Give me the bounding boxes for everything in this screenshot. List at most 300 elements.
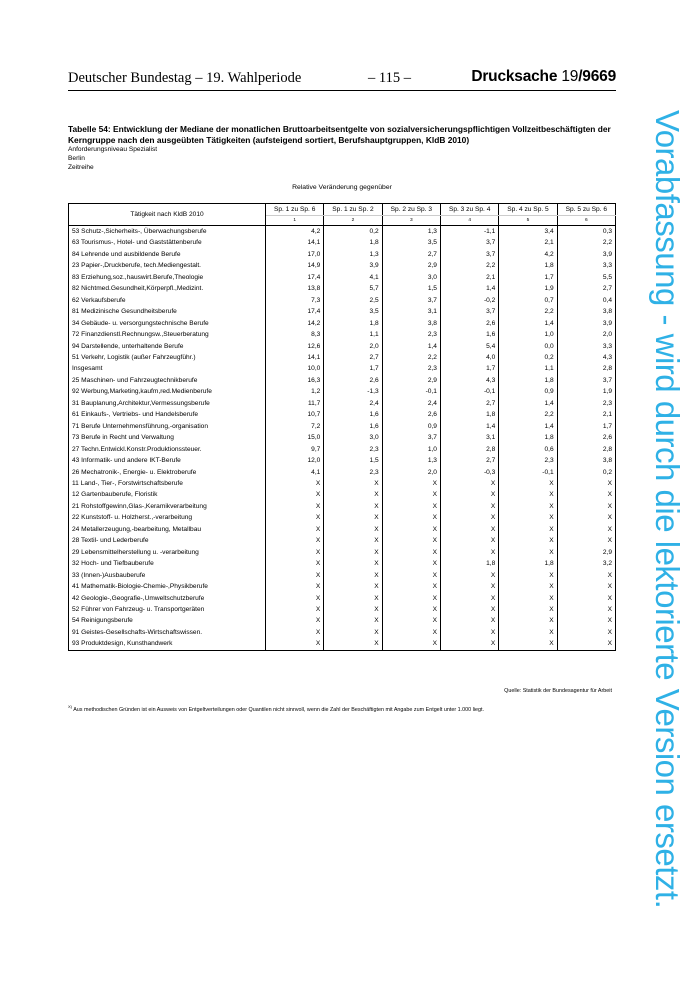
row-value-col-6: 2,1 xyxy=(557,409,615,420)
row-label: 92 Werbung,Marketing,kaufm,red.Medienberufe xyxy=(69,386,266,397)
row-value-col-5: 1,0 xyxy=(499,329,557,340)
row-value-col-2: 3,0 xyxy=(324,432,382,443)
row-value-col-6: 4,3 xyxy=(557,352,615,363)
row-value-col-5: -0,1 xyxy=(499,467,557,478)
row-value-col-6: 3,8 xyxy=(557,455,615,466)
row-value-col-1: X xyxy=(266,615,324,626)
row-value-col-5: 1,4 xyxy=(499,421,557,432)
row-value-col-3: X xyxy=(382,478,440,489)
row-value-col-4: 5,4 xyxy=(440,341,498,352)
row-value-col-6: 2,0 xyxy=(557,329,615,340)
draft-watermark xyxy=(648,110,688,910)
row-value-col-1: X xyxy=(266,501,324,512)
row-value-col-4: 2,8 xyxy=(440,444,498,455)
row-value-col-2: 1,1 xyxy=(324,329,382,340)
row-value-col-2: 1,8 xyxy=(324,237,382,248)
row-value-col-3: 3,7 xyxy=(382,432,440,443)
table-row xyxy=(69,260,616,271)
row-value-col-2: 2,0 xyxy=(324,341,382,352)
table-row xyxy=(69,295,616,306)
row-label: 94 Darstellende, unterhaltende Berufe xyxy=(69,341,266,352)
row-label: 31 Bauplanung,Architektur,Vermessungsberufe xyxy=(69,398,266,409)
row-value-col-2: 4,1 xyxy=(324,272,382,283)
table-row xyxy=(69,318,616,329)
table-row xyxy=(69,398,616,409)
row-value-col-6: 0,3 xyxy=(557,226,615,238)
row-value-col-3: X xyxy=(382,489,440,500)
row-label: 91 Geistes-Gesellschafts-Wirtschaftswissen. xyxy=(69,627,266,638)
row-value-col-5: X xyxy=(499,570,557,581)
row-value-col-2: 0,2 xyxy=(324,226,382,238)
table-row xyxy=(69,329,616,340)
row-value-col-5: X xyxy=(499,627,557,638)
row-value-col-4: X xyxy=(440,512,498,523)
row-value-col-2: X xyxy=(324,604,382,615)
column-number-4: 4 xyxy=(440,216,498,226)
row-value-col-1: X xyxy=(266,524,324,535)
row-value-col-3: X xyxy=(382,524,440,535)
row-label: 12 Gartenbauberufe, Floristik xyxy=(69,489,266,500)
row-label: 53 Schutz-,Sicherheits-, Überwachungsberufe xyxy=(69,226,266,238)
row-value-col-3: 2,7 xyxy=(382,249,440,260)
row-value-col-5: 2,2 xyxy=(499,306,557,317)
column-header-1: Sp. 1 zu Sp. 6 xyxy=(266,204,324,216)
row-value-col-2: X xyxy=(324,535,382,546)
footnote-marker: X) xyxy=(68,704,72,709)
row-value-col-4: X xyxy=(440,604,498,615)
row-value-col-2: X xyxy=(324,581,382,592)
row-value-col-3: X xyxy=(382,501,440,512)
row-value-col-4: 1,4 xyxy=(440,421,498,432)
table-row xyxy=(69,237,616,248)
row-value-col-1: X xyxy=(266,547,324,558)
row-value-col-2: 1,6 xyxy=(324,421,382,432)
row-value-col-3: 1,5 xyxy=(382,283,440,294)
row-value-col-6: 2,8 xyxy=(557,363,615,374)
table-title: Tabelle 54: Entwicklung der Mediane der monatlichen Bruttoarbeitsentgelte von sozialversicherungspflichtigen Vollzeitbeschäftigten der Kerngruppe nach den ausgeübten Tätigkeiten (aufsteigend sortiert, Berufshauptgruppen, KldB 2010) xyxy=(68,124,611,145)
row-value-col-1: X xyxy=(266,581,324,592)
row-value-col-1: X xyxy=(266,627,324,638)
row-value-col-4: X xyxy=(440,501,498,512)
row-value-col-4: 1,7 xyxy=(440,363,498,374)
row-label: 82 Nichtmed.Gesundheit,Körperpfl.,Medizint. xyxy=(69,283,266,294)
row-label: 73 Berufe in Recht und Verwaltung xyxy=(69,432,266,443)
row-value-col-4: X xyxy=(440,615,498,626)
row-value-col-3: X xyxy=(382,604,440,615)
row-value-col-3: 2,4 xyxy=(382,398,440,409)
row-value-col-5: 0,9 xyxy=(499,386,557,397)
header-doc-num2: /9669 xyxy=(578,68,616,85)
column-number-1: 1 xyxy=(266,216,324,226)
column-number-6: 6 xyxy=(557,216,615,226)
row-label: 32 Hoch- und Tiefbauberufe xyxy=(69,558,266,569)
table-row xyxy=(69,432,616,443)
row-label: 54 Reinigungsberufe xyxy=(69,615,266,626)
row-label: 22 Kunststoff- u. Holzherst.,-verarbeitung xyxy=(69,512,266,523)
meta-region: Berlin xyxy=(68,155,85,163)
meta-series: Zeitreihe xyxy=(68,164,94,172)
table-row xyxy=(69,386,616,397)
data-table xyxy=(68,203,616,651)
row-value-col-2: 1,7 xyxy=(324,363,382,374)
row-label: 71 Berufe Unternehmensführung,-organisation xyxy=(69,421,266,432)
row-value-col-2: 3,5 xyxy=(324,306,382,317)
row-value-col-2: X xyxy=(324,627,382,638)
row-label: 34 Gebäude- u. versorgungstechnische Berufe xyxy=(69,318,266,329)
row-value-col-4: 4,3 xyxy=(440,375,498,386)
row-value-col-3: 1,3 xyxy=(382,226,440,238)
header-publication: Deutscher Bundestag – 19. Wahlperiode xyxy=(68,70,302,86)
row-value-col-5: 1,7 xyxy=(499,272,557,283)
row-value-col-1: 14,2 xyxy=(266,318,324,329)
row-label: 42 Geologie-,Geografie-,Umweltschutzberufe xyxy=(69,593,266,604)
row-value-col-6: X xyxy=(557,489,615,500)
row-value-col-2: X xyxy=(324,478,382,489)
row-value-col-2: 1,5 xyxy=(324,455,382,466)
row-label: 11 Land-, Tier-, Forstwirtschaftsberufe xyxy=(69,478,266,489)
row-value-col-5: X xyxy=(499,638,557,650)
row-value-col-3: X xyxy=(382,512,440,523)
table-row xyxy=(69,535,616,546)
page-header xyxy=(68,68,616,91)
table-row xyxy=(69,444,616,455)
row-value-col-3: X xyxy=(382,547,440,558)
row-value-col-5: X xyxy=(499,512,557,523)
row-label: 51 Verkehr, Logistik (außer Fahrzeugführ.) xyxy=(69,352,266,363)
row-label: 61 Einkaufs-, Vertriebs- und Handelsberufe xyxy=(69,409,266,420)
row-value-col-5: 1,9 xyxy=(499,283,557,294)
watermark-text: Vorabfassung - wird durch die lektorierte Version ersetzt. xyxy=(649,110,686,909)
row-value-col-5: X xyxy=(499,489,557,500)
row-value-col-2: 2,4 xyxy=(324,398,382,409)
row-value-col-5: 1,8 xyxy=(499,375,557,386)
row-value-col-2: 5,7 xyxy=(324,283,382,294)
column-header-4: Sp. 3 zu Sp. 4 xyxy=(440,204,498,216)
footnote-text: Aus methodischen Gründen ist ein Ausweis von Entgeltverteilungen oder Quantilen nicht sinnvoll, wenn die Zahl der Beschäftigten mit Angabe zum Entgelt unter 1.000 liegt. xyxy=(73,706,485,713)
row-value-col-6: X xyxy=(557,535,615,546)
table-row xyxy=(69,638,616,650)
table-row xyxy=(69,615,616,626)
table-row xyxy=(69,489,616,500)
column-header-5: Sp. 4 zu Sp. 5 xyxy=(499,204,557,216)
row-value-col-4: 1,8 xyxy=(440,558,498,569)
table-body xyxy=(69,226,616,651)
row-value-col-6: 2,9 xyxy=(557,547,615,558)
table-row xyxy=(69,363,616,374)
row-value-col-3: 2,3 xyxy=(382,363,440,374)
row-value-col-3: 2,3 xyxy=(382,329,440,340)
row-value-col-6: X xyxy=(557,638,615,650)
row-value-col-3: X xyxy=(382,638,440,650)
row-value-col-5: 2,3 xyxy=(499,455,557,466)
row-value-col-5: 2,2 xyxy=(499,409,557,420)
row-value-col-4: X xyxy=(440,581,498,592)
table-header-row xyxy=(69,204,616,216)
row-value-col-6: 0,4 xyxy=(557,295,615,306)
row-value-col-5: X xyxy=(499,604,557,615)
row-value-col-1: X xyxy=(266,570,324,581)
row-value-col-1: 10,7 xyxy=(266,409,324,420)
row-value-col-1: 4,1 xyxy=(266,467,324,478)
row-value-col-4: X xyxy=(440,547,498,558)
row-value-col-4: 3,1 xyxy=(440,432,498,443)
row-value-col-1: 12,0 xyxy=(266,455,324,466)
row-value-col-6: X xyxy=(557,615,615,626)
row-value-col-6: X xyxy=(557,593,615,604)
header-document-number xyxy=(471,68,616,86)
row-value-col-2: X xyxy=(324,593,382,604)
table-row xyxy=(69,455,616,466)
row-value-col-6: X xyxy=(557,478,615,489)
table-row xyxy=(69,547,616,558)
row-label: 24 Metallerzeugung,-bearbeitung, Metallbau xyxy=(69,524,266,535)
table-source: Quelle: Statistik der Bundesagentur für Arbeit xyxy=(504,688,612,694)
row-value-col-6: 2,6 xyxy=(557,432,615,443)
row-value-col-3: 0,9 xyxy=(382,421,440,432)
row-value-col-1: 4,2 xyxy=(266,226,324,238)
table-row xyxy=(69,627,616,638)
table-row xyxy=(69,341,616,352)
row-label: 27 Techn.Entwickl.Konstr.Produktionssteuer. xyxy=(69,444,266,455)
column-header-activity: Tätigkeit nach KldB 2010 xyxy=(69,204,266,226)
row-value-col-6: 3,7 xyxy=(557,375,615,386)
row-value-col-6: 5,5 xyxy=(557,272,615,283)
row-label: 63 Tourismus-, Hotel- und Gaststättenberufe xyxy=(69,237,266,248)
row-value-col-2: 2,7 xyxy=(324,352,382,363)
column-number-3: 3 xyxy=(382,216,440,226)
table-row xyxy=(69,558,616,569)
row-value-col-2: 2,3 xyxy=(324,444,382,455)
table-caption xyxy=(68,124,623,172)
table-row xyxy=(69,512,616,523)
table-row xyxy=(69,501,616,512)
row-value-col-2: X xyxy=(324,489,382,500)
row-value-col-3: 1,4 xyxy=(382,341,440,352)
row-label: 33 (Innen-)Ausbauberufe xyxy=(69,570,266,581)
row-value-col-3: 3,7 xyxy=(382,295,440,306)
row-label: 26 Mechatronik-, Energie- u. Elektroberufe xyxy=(69,467,266,478)
row-value-col-5: 1,1 xyxy=(499,363,557,374)
row-value-col-3: 3,5 xyxy=(382,237,440,248)
table-row xyxy=(69,249,616,260)
row-value-col-4: X xyxy=(440,627,498,638)
column-number-2: 2 xyxy=(324,216,382,226)
table-row xyxy=(69,352,616,363)
table-subheading: Relative Veränderung gegenüber xyxy=(292,184,392,191)
row-value-col-1: 13,8 xyxy=(266,283,324,294)
row-value-col-1: 7,3 xyxy=(266,295,324,306)
row-value-col-1: 15,0 xyxy=(266,432,324,443)
row-value-col-5: X xyxy=(499,501,557,512)
row-value-col-4: X xyxy=(440,478,498,489)
row-value-col-3: 2,2 xyxy=(382,352,440,363)
row-value-col-2: X xyxy=(324,638,382,650)
row-value-col-6: X xyxy=(557,604,615,615)
row-value-col-1: 10,0 xyxy=(266,363,324,374)
row-value-col-3: X xyxy=(382,581,440,592)
row-value-col-5: 0,6 xyxy=(499,444,557,455)
row-value-col-5: X xyxy=(499,478,557,489)
row-value-col-4: X xyxy=(440,638,498,650)
row-value-col-5: X xyxy=(499,615,557,626)
row-value-col-6: X xyxy=(557,524,615,535)
row-value-col-5: X xyxy=(499,593,557,604)
row-label: 28 Textil- und Lederberufe xyxy=(69,535,266,546)
row-value-col-2: 3,9 xyxy=(324,260,382,271)
table-row xyxy=(69,581,616,592)
row-value-col-5: 1,8 xyxy=(499,432,557,443)
row-value-col-4: X xyxy=(440,524,498,535)
row-value-col-6: 3,9 xyxy=(557,249,615,260)
row-value-col-1: 11,7 xyxy=(266,398,324,409)
row-value-col-5: 4,2 xyxy=(499,249,557,260)
table-row xyxy=(69,375,616,386)
row-value-col-3: 2,0 xyxy=(382,467,440,478)
row-value-col-1: 17,4 xyxy=(266,272,324,283)
table-row xyxy=(69,524,616,535)
row-value-col-4: -0,2 xyxy=(440,295,498,306)
row-label: 29 Lebensmittelherstellung u. -verarbeitung xyxy=(69,547,266,558)
row-value-col-3: X xyxy=(382,558,440,569)
row-value-col-6: 2,3 xyxy=(557,398,615,409)
column-number-5: 5 xyxy=(499,216,557,226)
row-label: 41 Mathematik-Biologie-Chemie-,Physikberufe xyxy=(69,581,266,592)
row-value-col-1: X xyxy=(266,638,324,650)
row-value-col-1: 17,0 xyxy=(266,249,324,260)
row-value-col-4: 1,6 xyxy=(440,329,498,340)
row-value-col-2: 2,5 xyxy=(324,295,382,306)
row-value-col-4: 2,2 xyxy=(440,260,498,271)
row-value-col-3: 1,0 xyxy=(382,444,440,455)
row-value-col-1: X xyxy=(266,593,324,604)
row-value-col-3: 3,0 xyxy=(382,272,440,283)
row-value-col-1: X xyxy=(266,512,324,523)
row-value-col-2: X xyxy=(324,570,382,581)
column-header-3: Sp. 2 zu Sp. 3 xyxy=(382,204,440,216)
row-label: 81 Medizinische Gesundheitsberufe xyxy=(69,306,266,317)
header-doc-word: Drucksache xyxy=(471,68,558,85)
row-value-col-4: 1,4 xyxy=(440,283,498,294)
row-value-col-5: 0,0 xyxy=(499,341,557,352)
header-page-number: – 115 – xyxy=(368,70,411,86)
row-value-col-6: 2,7 xyxy=(557,283,615,294)
table-row xyxy=(69,283,616,294)
row-value-col-1: 16,3 xyxy=(266,375,324,386)
table-row xyxy=(69,467,616,478)
table-row xyxy=(69,478,616,489)
row-value-col-2: 1,8 xyxy=(324,318,382,329)
row-value-col-6: 3,3 xyxy=(557,260,615,271)
row-value-col-1: 9,7 xyxy=(266,444,324,455)
row-label: 93 Produktdesign, Kunsthandwerk xyxy=(69,638,266,650)
row-value-col-4: 3,7 xyxy=(440,237,498,248)
row-value-col-4: 1,8 xyxy=(440,409,498,420)
row-value-col-5: X xyxy=(499,535,557,546)
row-value-col-6: 3,8 xyxy=(557,306,615,317)
row-value-col-2: X xyxy=(324,524,382,535)
row-value-col-1: 14,9 xyxy=(266,260,324,271)
row-label: 43 Informatik- und andere IKT-Berufe xyxy=(69,455,266,466)
row-value-col-3: -0,1 xyxy=(382,386,440,397)
row-value-col-4: 2,1 xyxy=(440,272,498,283)
row-value-col-1: 12,6 xyxy=(266,341,324,352)
row-value-col-6: 3,2 xyxy=(557,558,615,569)
row-value-col-6: 1,7 xyxy=(557,421,615,432)
row-value-col-2: 1,6 xyxy=(324,409,382,420)
row-value-col-4: X xyxy=(440,535,498,546)
row-label: 25 Maschinen- und Fahrzeugtechnikberufe xyxy=(69,375,266,386)
row-value-col-6: X xyxy=(557,512,615,523)
row-value-col-1: 1,2 xyxy=(266,386,324,397)
row-value-col-3: 2,6 xyxy=(382,409,440,420)
row-value-col-4: -0,1 xyxy=(440,386,498,397)
row-value-col-4: 2,6 xyxy=(440,318,498,329)
row-value-col-5: X xyxy=(499,524,557,535)
column-header-6: Sp. 5 zu Sp. 6 xyxy=(557,204,615,216)
row-value-col-1: 8,3 xyxy=(266,329,324,340)
row-value-col-5: 1,8 xyxy=(499,558,557,569)
meta-requirement-level: Anforderungsniveau Spezialist xyxy=(68,146,158,154)
table-row xyxy=(69,421,616,432)
row-value-col-4: 2,7 xyxy=(440,455,498,466)
row-label: 83 Erziehung,soz.,hauswirt.Berufe,Theologie xyxy=(69,272,266,283)
row-label: 52 Führer von Fahrzeug- u. Transportgeräten xyxy=(69,604,266,615)
row-value-col-3: 2,9 xyxy=(382,375,440,386)
row-label: 62 Verkaufsberufe xyxy=(69,295,266,306)
table-row xyxy=(69,306,616,317)
row-value-col-2: X xyxy=(324,547,382,558)
row-value-col-5: 1,8 xyxy=(499,260,557,271)
row-value-col-1: X xyxy=(266,558,324,569)
row-value-col-5: 2,1 xyxy=(499,237,557,248)
table-row xyxy=(69,226,616,238)
row-value-col-6: 0,2 xyxy=(557,467,615,478)
row-value-col-1: X xyxy=(266,535,324,546)
row-value-col-5: 1,4 xyxy=(499,398,557,409)
row-value-col-3: 1,3 xyxy=(382,455,440,466)
row-value-col-1: X xyxy=(266,604,324,615)
row-value-col-1: X xyxy=(266,478,324,489)
row-value-col-2: X xyxy=(324,512,382,523)
row-value-col-4: 2,7 xyxy=(440,398,498,409)
row-value-col-4: 3,7 xyxy=(440,306,498,317)
row-label: 23 Papier-,Druckberufe, tech.Mediengestalt. xyxy=(69,260,266,271)
header-doc-num1: 19 xyxy=(561,68,579,85)
row-value-col-2: 2,6 xyxy=(324,375,382,386)
row-value-col-5: X xyxy=(499,581,557,592)
row-value-col-4: 4,0 xyxy=(440,352,498,363)
row-value-col-5: 3,4 xyxy=(499,226,557,238)
row-value-col-3: X xyxy=(382,535,440,546)
row-value-col-4: X xyxy=(440,570,498,581)
row-value-col-1: 7,2 xyxy=(266,421,324,432)
row-value-col-2: 1,3 xyxy=(324,249,382,260)
row-value-col-3: 3,8 xyxy=(382,318,440,329)
row-value-col-4: 3,7 xyxy=(440,249,498,260)
row-value-col-3: 2,9 xyxy=(382,260,440,271)
row-label: 21 Rohstoffgewinn,Glas-,Keramikverarbeitung xyxy=(69,501,266,512)
row-value-col-5: 0,2 xyxy=(499,352,557,363)
row-label: 72 Finanzdienstl.Rechnungsw.,Steuerberatung xyxy=(69,329,266,340)
table-row xyxy=(69,272,616,283)
row-value-col-5: 1,4 xyxy=(499,318,557,329)
row-value-col-2: 2,3 xyxy=(324,467,382,478)
row-value-col-2: X xyxy=(324,501,382,512)
footnote xyxy=(68,704,616,713)
row-value-col-4: X xyxy=(440,593,498,604)
row-value-col-3: X xyxy=(382,593,440,604)
row-value-col-3: X xyxy=(382,615,440,626)
